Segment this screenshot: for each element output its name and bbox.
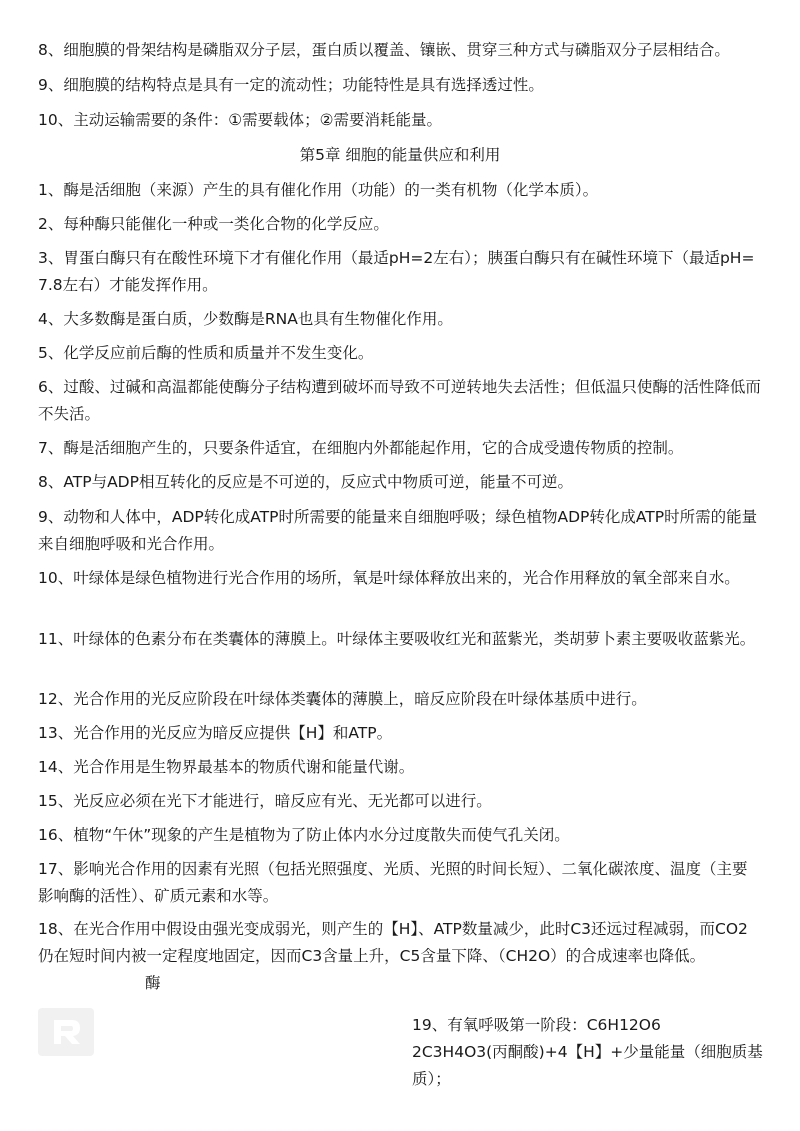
chapter-item-10: 10、叶绿体是绿色植物进行光合作用的场所，氧是叶绿体释放出来的，光合作用释放的氧全部来自水。 (38, 569, 740, 587)
chapter-item-11: 11、叶绿体的色素分布在类囊体的薄膜上。叶绿体主要吸收红光和蓝紫光，类胡萝卜素主要吸收蓝紫光。 (38, 630, 756, 648)
chapter-item-12: 12、光合作用的光反应阶段在叶绿体类囊体的薄膜上，暗反应阶段在叶绿体基质中进行。 (38, 690, 647, 708)
chapter-item-17: 17、影响光合作用的因素有光照（包括光照强度、光质、光照的时间长短）、二氧化碳浓度、温度（主要影响酶的活性）、矿质元素和水等。 (38, 860, 748, 905)
chapter-item-15: 15、光反应必须在光下才能进行，暗反应有光、无光都可以进行。 (38, 792, 492, 810)
enzyme-annotation: 酶 (145, 974, 161, 992)
chapter-item-16: 16、植物“午休”现象的产生是植物为了防止体内水分过度散失而使气孔关闭。 (38, 826, 570, 844)
chapter-item-18: 18、在光合作用中假设由强光变成弱光，则产生的【H】、ATP数量减少，此时C3还远过程减弱，而CO2仍在短时间内被一定程度地固定，因而C3含量上升，C5含量下降、（CH2O）的合成速率也降低。 (38, 920, 748, 965)
item-9-membrane: 9、细胞膜的结构特点是具有一定的流动性；功能特性是具有选择透过性。 (38, 76, 544, 94)
watermark-logo-icon (38, 1008, 94, 1056)
chapter-item-4: 4、大多数酶是蛋白质，少数酶是RNA也具有生物催化作用。 (38, 310, 453, 328)
chapter-item-8: 8、ATP与ADP相互转化的反应是不可逆的，反应式中物质可逆，能量不可逆。 (38, 473, 573, 491)
chapter-item-5: 5、化学反应前后酶的性质和质量并不发生变化。 (38, 344, 374, 362)
item-10-transport: 10、主动运输需要的条件：①需要载体；②需要消耗能量。 (38, 111, 443, 129)
item-19-line-1: 19、有氧呼吸第一阶段：C6H12O6 (412, 1016, 661, 1034)
chapter-item-13: 13、光合作用的光反应为暗反应提供【H】和ATP。 (38, 724, 393, 742)
item-8-membrane: 8、细胞膜的骨架结构是磷脂双分子层，蛋白质以覆盖、镶嵌、贯穿三种方式与磷脂双分子层相结合。 (38, 41, 730, 59)
chapter-item-3: 3、胃蛋白酶只有在酸性环境下才有催化作用（最适pH=2左右）；胰蛋白酶只有在碱性环境下（最适pH=7.8左右）才能发挥作用。 (38, 249, 755, 294)
chapter-item-2: 2、每种酶只能催化一种或一类化合物的化学反应。 (38, 215, 389, 233)
chapter-item-14: 14、光合作用是生物界最基本的物质代谢和能量代谢。 (38, 758, 415, 776)
chapter-item-9: 9、动物和人体中，ADP转化成ATP时所需要的能量来自细胞呼吸；绿色植物ADP转化成ATP时所需的能量来自细胞呼吸和光合作用。 (38, 508, 758, 553)
chapter-item-6: 6、过酸、过碱和高温都能使酶分子结构遭到破坏而导致不可逆转地失去活性；但低温只使酶的活性降低而不失活。 (38, 378, 761, 423)
item-19-line-2: 2C3H4O3(丙酮酸)+4【H】+少量能量（细胞质基质）； (412, 1043, 763, 1088)
chapter-item-7: 7、酶是活细胞产生的，只要条件适宜，在细胞内外都能起作用，它的合成受遗传物质的控制。 (38, 439, 684, 457)
chapter-title: 第5章 细胞的能量供应和利用 (299, 146, 501, 164)
chapter-item-1: 1、酶是活细胞（来源）产生的具有催化作用（功能）的一类有机物（化学本质）。 (38, 181, 599, 199)
